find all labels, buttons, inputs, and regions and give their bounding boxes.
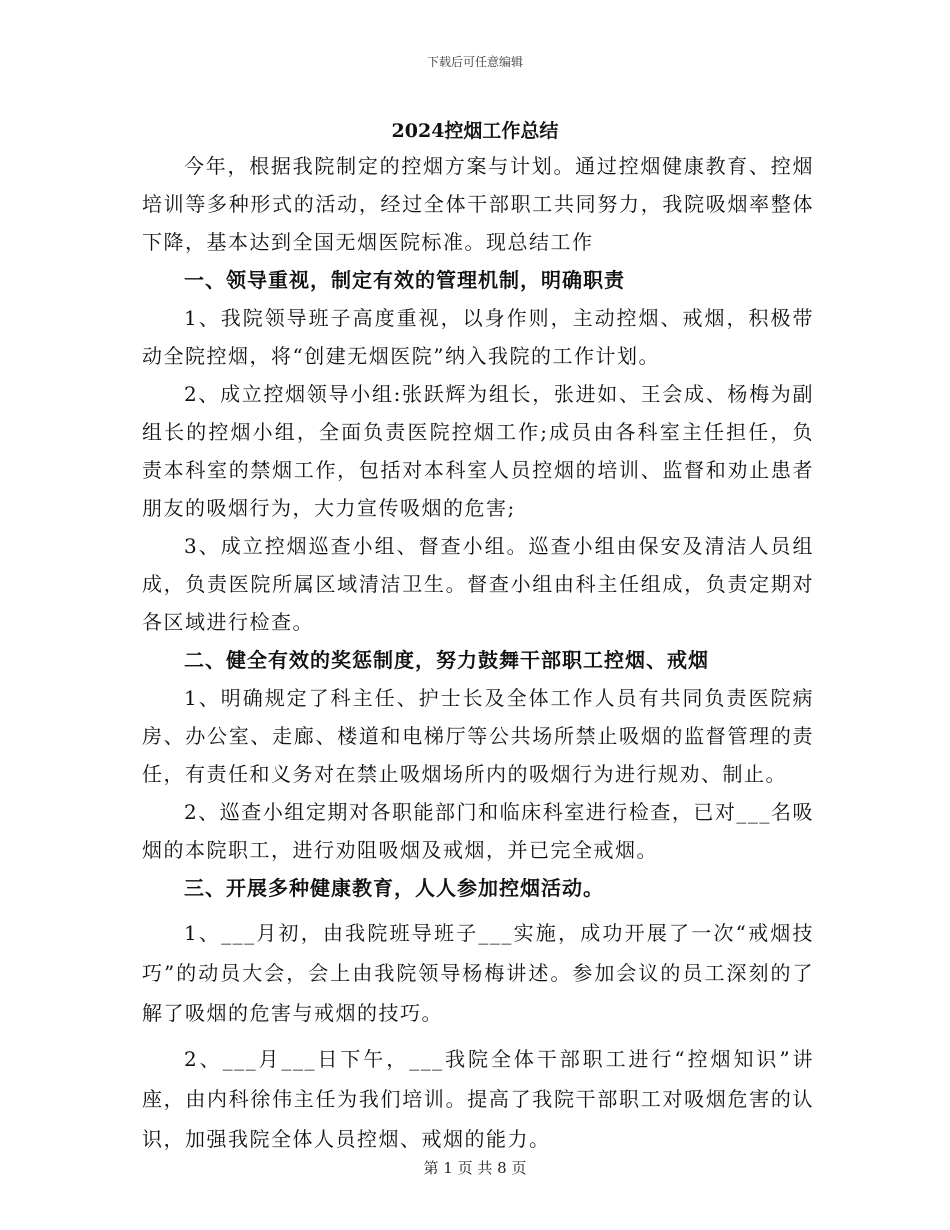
paragraph: 1、明确规定了科主任、护士长及全体工作人员有共同负责医院病房、办公室、走廊、楼道和电梯厅等公共场所禁止吸烟的监督管理的责任，有责任和义务对在禁止吸烟场所内的吸烟行为进行规劝、制止。 <box>142 686 814 786</box>
paragraph: 1、我院领导班子高度重视，以身作则，主动控烟、戒烟，积极带动全院控烟，将“创建无烟医院”纳入我院的工作计划。 <box>142 306 814 368</box>
section-heading-3: 三、开展多种健康教育，人人参加控烟活动。 <box>184 876 604 900</box>
document-body <box>142 147 814 1159</box>
document-title: 2024控烟工作总结 <box>391 120 559 142</box>
intro-paragraph: 今年，根据我院制定的控烟方案与计划。通过控烟健康教育、控烟培训等多种形式的活动，经过全体干部职工共同努力，我院吸烟率整体下降，基本达到全国无烟医院标准。现总结工作 <box>142 154 814 254</box>
paragraph: 3、成立控烟巡查小组、督查小组。巡查小组由保安及清洁人员组成，负责医院所属区域清洁卫生。督查小组由科主任组成，负责定期对各区域进行检查。 <box>142 534 814 634</box>
header-note: 下载后可任意编辑 <box>426 55 523 69</box>
section-heading-1: 一、领导重视，制定有效的管理机制，明确职责 <box>184 268 625 292</box>
paragraph: 2、___月___日下午，___我院全体干部职工进行“控烟知识”讲座，由内科徐伟主任为我们培训。提高了我院干部职工对吸烟危害的认识，加强我院全体人员控烟、戒烟的能力。 <box>142 1047 814 1151</box>
paragraph: 1、___月初，由我院班导班子___实施，成功开展了一次“戒烟技巧”的动员大会，会上由我院领导杨梅讲述。参加会议的员工深刻的了解了吸烟的危害与戒烟的技巧。 <box>142 921 814 1025</box>
page-footer: 第 1 页 共 8 页 <box>423 1159 527 1177</box>
paragraph: 2、成立控烟领导小组:张跃辉为组长，张进如、王会成、杨梅为副组长的控烟小组，全面负责医院控烟工作;成员由各科室主任担任，负责本科室的禁烟工作，包括对本科室人员控烟的培训、监督和劝止患者朋友的吸烟行为，大力宣传吸烟的危害; <box>142 382 814 520</box>
paragraph: 2、巡查小组定期对各职能部门和临床科室进行检查，已对___名吸烟的本院职工，进行劝阻吸烟及戒烟，并已完全戒烟。 <box>142 800 814 862</box>
section-heading-2: 二、健全有效的奖惩制度，努力鼓舞干部职工控烟、戒烟 <box>184 648 709 672</box>
